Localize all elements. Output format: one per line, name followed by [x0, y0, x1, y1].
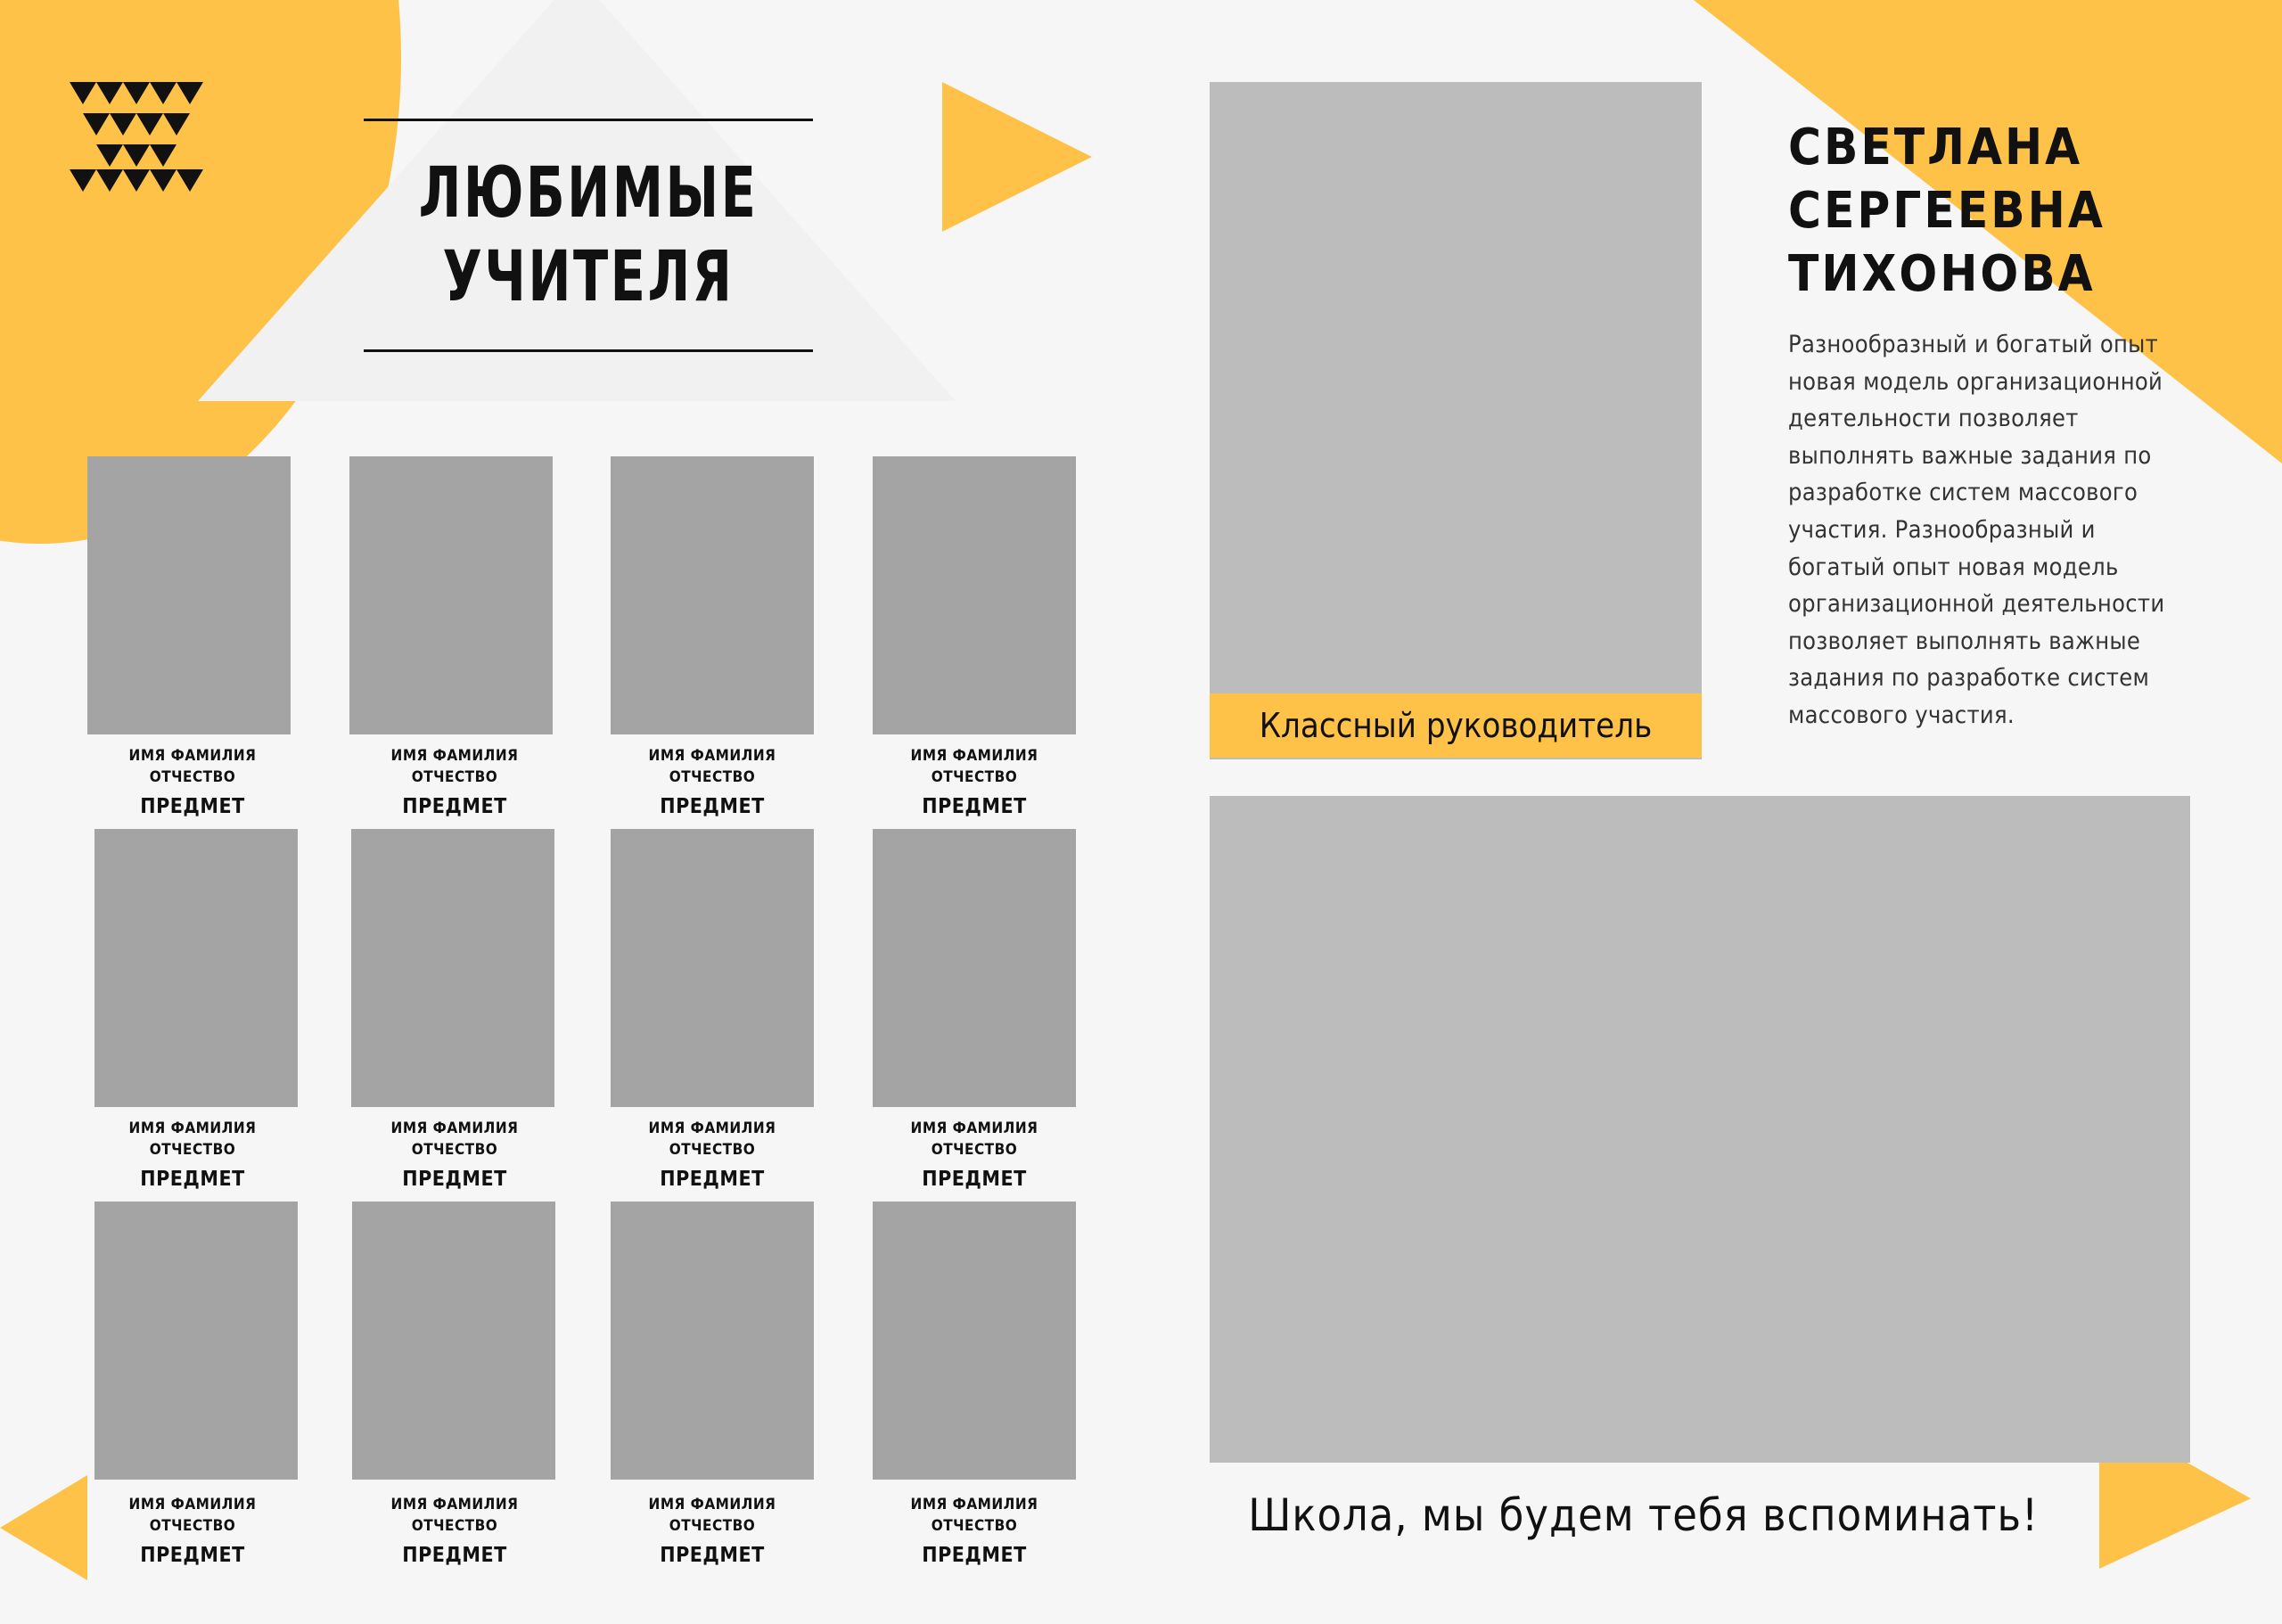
teacher-name: ИМЯ ФАМИЛИЯ	[128, 747, 257, 765]
teacher-name: ИМЯ ФАМИЛИЯ	[390, 1496, 519, 1513]
teacher-photo	[611, 456, 814, 734]
teacher-photo	[873, 829, 1076, 1107]
bio-line: массового участия.	[1788, 701, 2015, 729]
teacher-caption	[86, 745, 300, 820]
teacher-name: ИМЯ ФАМИЛИЯ	[910, 1120, 1038, 1137]
title-line-2: УЧИТЕЛЯ	[442, 237, 735, 317]
teacher-caption	[348, 1494, 562, 1569]
teacher-caption	[86, 1494, 300, 1569]
teacher-subject: ПРЕДМЕТ	[402, 1168, 507, 1191]
teacher-subject: ПРЕДМЕТ	[660, 1168, 765, 1191]
teacher-patronymic: ОТЧЕСТВО	[411, 1141, 498, 1159]
decorative-triangle-left	[0, 1475, 87, 1580]
teacher-patronymic: ОТЧЕСТВО	[669, 1517, 756, 1535]
teacher-subject: ПРЕДМЕТ	[922, 1168, 1027, 1191]
bio-line: участия. Разнообразный и	[1788, 515, 2096, 544]
teacher-patronymic: ОТЧЕСТВО	[931, 1517, 1018, 1535]
teacher-caption	[86, 1118, 300, 1193]
teacher-photo	[873, 456, 1076, 734]
teacher-photo	[873, 1202, 1076, 1480]
bio-line: выполнять важные задания по	[1788, 441, 2152, 470]
title-rule-bottom	[364, 349, 813, 352]
teacher-subject: ПРЕДМЕТ	[140, 1544, 245, 1567]
teacher-name: ИМЯ ФАМИЛИЯ	[390, 747, 519, 765]
class-teacher-name	[1788, 116, 2106, 306]
name-line: ТИХОНОВА	[1788, 245, 2096, 303]
bio-line: разработке систем массового	[1788, 479, 2138, 507]
teacher-subject: ПРЕДМЕТ	[402, 795, 507, 818]
teacher-patronymic: ОТЧЕСТВО	[669, 768, 756, 786]
teacher-patronymic: ОТЧЕСТВО	[411, 1517, 498, 1535]
name-line: СВЕТЛАНА	[1788, 119, 2083, 176]
teacher-photo	[611, 1202, 814, 1480]
class-teacher-bio	[1788, 326, 2163, 734]
triangles-logo-icon	[70, 82, 203, 198]
teacher-patronymic: ОТЧЕСТВО	[149, 1517, 236, 1535]
decorative-triangle-right	[942, 82, 1092, 232]
class-group-photo	[1210, 796, 2190, 1463]
teacher-name: ИМЯ ФАМИЛИЯ	[648, 1496, 776, 1513]
teacher-photo	[349, 456, 553, 734]
teacher-caption	[348, 745, 562, 820]
bio-line: новая модель организационной	[1788, 367, 2163, 396]
title-rule-top	[364, 119, 813, 121]
teacher-photo	[94, 829, 298, 1107]
teacher-subject: ПРЕДМЕТ	[402, 1544, 507, 1567]
teacher-subject: ПРЕДМЕТ	[922, 1544, 1027, 1567]
teacher-caption	[605, 1494, 819, 1569]
teacher-patronymic: ОТЧЕСТВО	[149, 1141, 236, 1159]
teacher-name: ИМЯ ФАМИЛИЯ	[390, 1120, 519, 1137]
teacher-subject: ПРЕДМЕТ	[660, 1544, 765, 1567]
teacher-photo	[351, 829, 554, 1107]
teacher-photo	[352, 1202, 555, 1480]
teacher-name: ИМЯ ФАМИЛИЯ	[910, 1496, 1038, 1513]
teacher-patronymic: ОТЧЕСТВО	[149, 768, 236, 786]
teacher-name: ИМЯ ФАМИЛИЯ	[128, 1496, 257, 1513]
teacher-subject: ПРЕДМЕТ	[660, 795, 765, 818]
teacher-caption	[605, 745, 819, 820]
name-line: СЕРГЕЕВНА	[1788, 182, 2106, 240]
teacher-name: ИМЯ ФАМИЛИЯ	[648, 1120, 776, 1137]
teacher-subject: ПРЕДМЕТ	[140, 795, 245, 818]
teacher-caption	[867, 1118, 1081, 1193]
teacher-caption	[867, 1494, 1081, 1569]
teacher-name: ИМЯ ФАМИЛИЯ	[910, 747, 1038, 765]
bio-line: организационной деятельности	[1788, 590, 2165, 619]
class-teacher-photo	[1210, 82, 1702, 759]
bio-line: деятельности позволяет	[1788, 405, 2079, 433]
class-teacher-role-label: Классный руководитель	[1210, 693, 1702, 758]
teacher-patronymic: ОТЧЕСТВО	[411, 768, 498, 786]
teacher-name: ИМЯ ФАМИЛИЯ	[648, 747, 776, 765]
title-line-1: ЛЮБИМЫЕ	[418, 153, 759, 234]
page-title	[404, 152, 772, 319]
teacher-name: ИМЯ ФАМИЛИЯ	[128, 1120, 257, 1137]
teacher-subject: ПРЕДМЕТ	[922, 795, 1027, 818]
bio-line: задания по разработке систем	[1788, 664, 2150, 693]
teacher-caption	[605, 1118, 819, 1193]
teacher-subject: ПРЕДМЕТ	[140, 1168, 245, 1191]
bio-line: богатый опыт новая модель	[1788, 553, 2119, 581]
teacher-patronymic: ОТЧЕСТВО	[931, 768, 1018, 786]
teacher-patronymic: ОТЧЕСТВО	[931, 1141, 1018, 1159]
bio-line: позволяет выполнять важные	[1788, 627, 2141, 655]
teacher-patronymic: ОТЧЕСТВО	[669, 1141, 756, 1159]
teacher-photo	[611, 829, 814, 1107]
bio-line: Разнообразный и богатый опыт	[1788, 331, 2159, 358]
teacher-photo	[87, 456, 291, 734]
teacher-caption	[348, 1118, 562, 1193]
teacher-caption	[867, 745, 1081, 820]
farewell-text: Школа, мы будем тебя вспоминать!	[1248, 1489, 2039, 1541]
teacher-photo	[94, 1202, 298, 1480]
